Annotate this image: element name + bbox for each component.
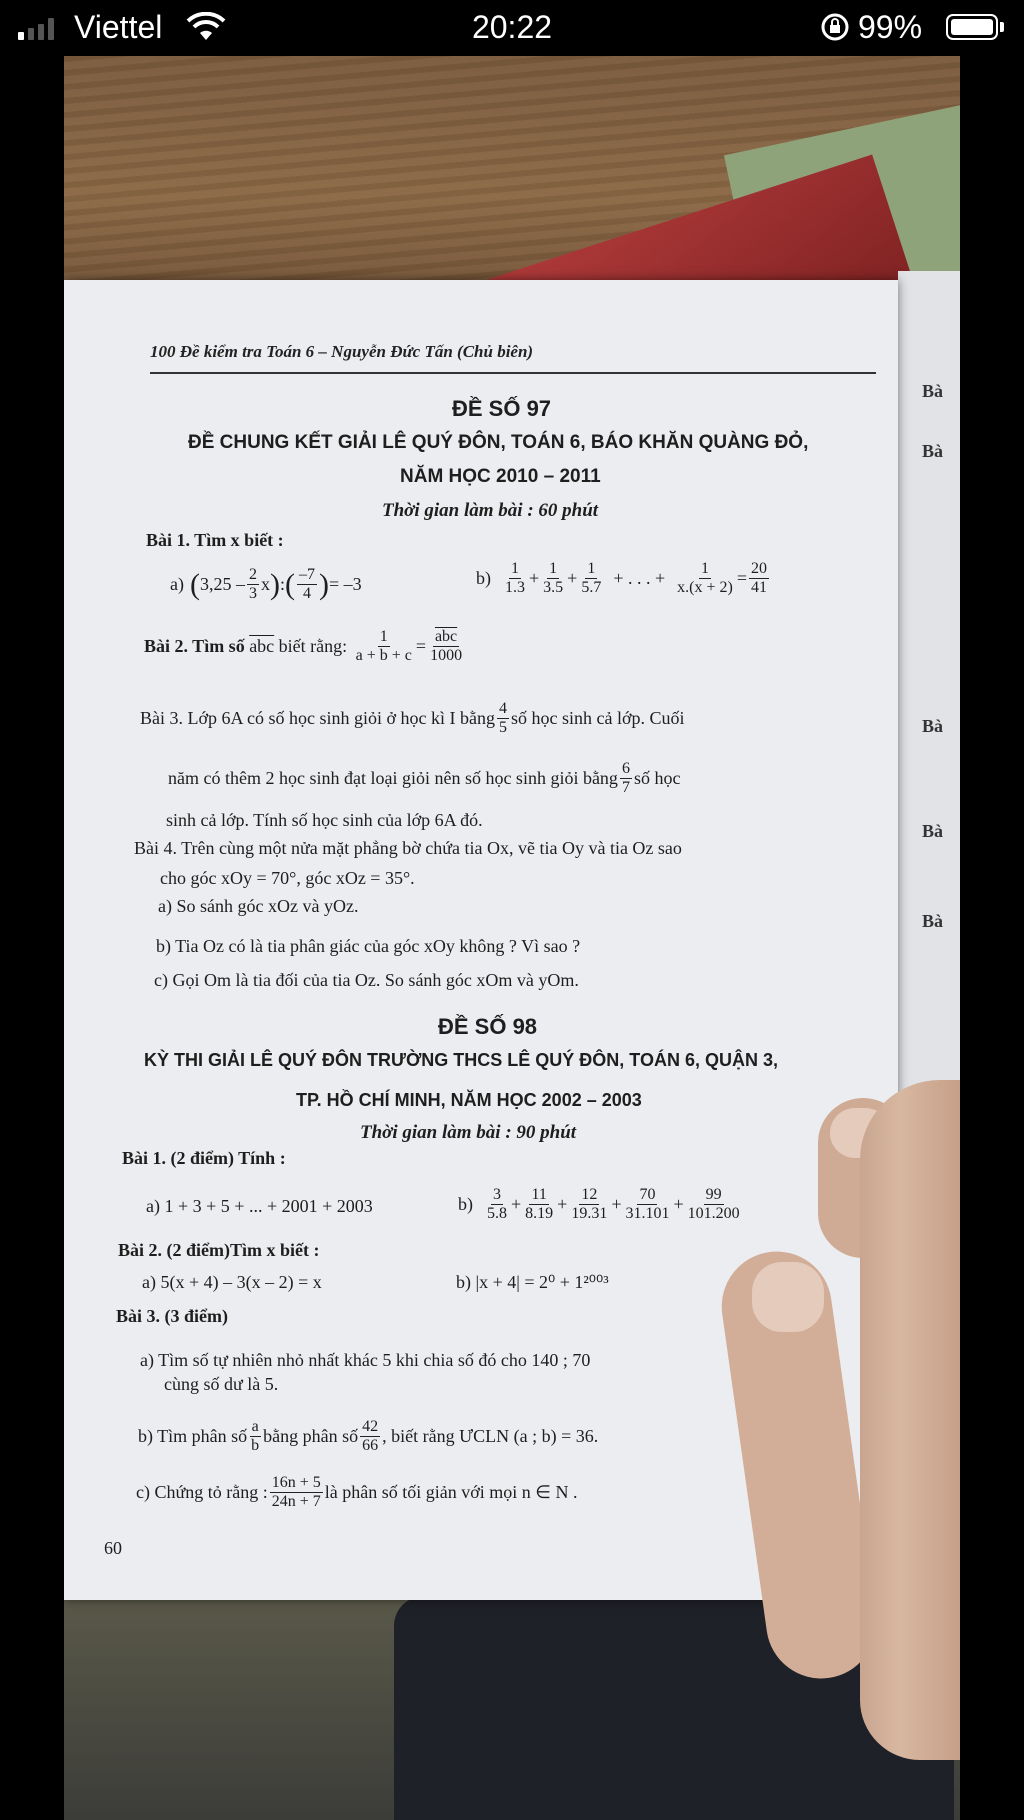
- de97-bai3-line3: sinh cả lớp. Tính số học sinh của lớp 6A đó.: [166, 810, 483, 830]
- battery-nub: [1000, 22, 1004, 32]
- fraction: [541, 560, 565, 597]
- de98-bai2: Bài 2. (2 điểm)Tìm x biết :: [118, 1240, 320, 1260]
- status-bar: [0, 0, 1024, 56]
- denominator: 101.200: [687, 1205, 740, 1222]
- text: Bài 3. Lớp 6A có số học sinh giỏi ở học kì I bằng: [140, 708, 495, 728]
- fraction: [675, 560, 735, 597]
- fraction: [360, 1418, 380, 1455]
- denominator: a + b + c: [355, 647, 412, 664]
- label: a): [170, 574, 184, 594]
- numerator: 12: [581, 1186, 598, 1203]
- fraction: [749, 560, 769, 597]
- denominator: 3: [248, 585, 257, 602]
- page-header: 100 Đề kiểm tra Toán 6 – Nguyễn Đức Tấn (Chủ biên): [150, 332, 876, 374]
- de98-bai3a-2: cùng số dư là 5.: [164, 1374, 279, 1394]
- numerator: 6: [621, 760, 630, 777]
- numerator: 99: [705, 1186, 722, 1203]
- fraction: [249, 1418, 261, 1455]
- denominator: b: [251, 1437, 260, 1454]
- hand: [860, 1080, 960, 1760]
- fraction: [569, 1186, 609, 1223]
- fingernail: [752, 1262, 824, 1332]
- next-page-edge: [898, 271, 960, 1151]
- de97-bai3-line2: [168, 760, 680, 797]
- denominator: 5.7: [581, 579, 602, 596]
- denominator: 1.3: [505, 579, 525, 596]
- side-tag: Bà: [922, 381, 944, 401]
- de98-bai1b: b) $\frac{3}{5.8}$ + $\frac{11}{8.19}$ + $\frac{12}{19.31}$ + $\frac{70}{31.101}$ + $\frac{99}{101.200}$: [458, 1186, 740, 1222]
- fraction: [620, 760, 632, 797]
- de98-bai3a-1: a) Tìm số tự nhiên nhỏ nhất khác 5 khi chia số đó cho 140 ; 70: [140, 1350, 591, 1370]
- numerator: 1: [587, 560, 596, 577]
- side-tag: Bà: [922, 821, 944, 841]
- de98-bai3: Bài 3. (3 điểm): [116, 1306, 228, 1326]
- de98-bai1a: a) 1 + 3 + 5 + ... + 2001 + 2003: [146, 1196, 373, 1216]
- de97-bai4-a: a) So sánh góc xOz và yOz.: [158, 896, 359, 916]
- de98-bai3c: [136, 1474, 577, 1511]
- denominator: 19.31: [571, 1205, 608, 1222]
- numerator: 20: [750, 560, 767, 577]
- fraction: [503, 560, 527, 597]
- de97-title: ĐỀ SỐ 97: [452, 396, 552, 421]
- de98-bai2a: a) 5(x + 4) – 3(x – 2) = x: [142, 1272, 322, 1292]
- text: = –3: [329, 574, 362, 594]
- de97-bai4-line1: Bài 4. Trên cùng một nửa mặt phẳng bờ chứa tia Ox, vẽ tia Oy và tia Oz sao: [134, 838, 682, 858]
- text: số học: [633, 768, 681, 788]
- de97-bai4-line2: cho góc xOy = 70°, góc xOz = 35°.: [160, 868, 415, 888]
- fraction: [354, 628, 414, 665]
- text: số học sinh cả lớp. Cuối: [511, 708, 685, 728]
- denominator: 5.8: [487, 1205, 507, 1222]
- de97-bai1a: [170, 566, 362, 603]
- clock: 20:22: [471, 9, 553, 45]
- dots: + . . . +: [613, 568, 666, 588]
- denominator: 4: [303, 585, 311, 602]
- fraction: [428, 628, 464, 665]
- fraction: [523, 1186, 555, 1223]
- denominator: 41: [750, 579, 767, 596]
- paren: (: [285, 567, 295, 601]
- fraction: [497, 700, 509, 737]
- numerator: $\overline{abc}$: [434, 628, 458, 645]
- side-tag: Bà: [922, 441, 944, 461]
- de97-bai1: [146, 530, 284, 551]
- text: :: [279, 574, 285, 594]
- de97-subtitle-1: ĐỀ CHUNG KẾT GIẢI LÊ QUÝ ĐÔN, TOÁN 6, BÁO KHĂN QUÀNG ĐỎ,: [188, 432, 809, 453]
- de97-bai2: Bài 2. Tìm số $\overline{abc}$ biết rằng: $\frac{1}{a + b + c}$ = $\frac{\overline{abc}}{1000}$: [144, 628, 463, 664]
- paren: ): [269, 567, 280, 601]
- de98-subtitle-2: TP. HỒ CHÍ MINH, NĂM HỌC 2002 – 2003: [296, 1090, 642, 1110]
- numerator: 2: [248, 566, 257, 583]
- fraction: [485, 1186, 509, 1223]
- numerator: 42: [362, 1418, 379, 1435]
- denominator: 31.101: [625, 1205, 670, 1222]
- label: b): [476, 568, 491, 588]
- fraction: [686, 1186, 742, 1223]
- text: b) Tìm phân số: [138, 1426, 248, 1446]
- numerator: 3: [493, 1186, 501, 1203]
- battery-icon: [946, 14, 998, 40]
- text: , biết rằng ƯCLN (a ; b) = 36.: [382, 1426, 599, 1446]
- de97-subtitle-2: NĂM HỌC 2010 – 2011: [400, 466, 601, 487]
- fraction: [297, 566, 317, 603]
- numerator: –7: [299, 566, 315, 583]
- fraction: [270, 1474, 323, 1511]
- paren: (: [189, 567, 200, 601]
- paren: ): [319, 567, 329, 601]
- numerator: a: [251, 1418, 259, 1435]
- fraction: [579, 560, 603, 597]
- de98-bai1: Bài 1. (2 điểm) Tính :: [122, 1148, 286, 1168]
- text: năm có thêm 2 học sinh đạt loại giỏi nên số học sinh giỏi bằng: [168, 768, 618, 788]
- denominator: 66: [362, 1437, 379, 1454]
- de97-bai1-text: Bài 1. Tìm x biết :: [146, 530, 284, 550]
- side-tag: Bà: [922, 716, 944, 736]
- carrier-label: Viettel: [74, 9, 163, 45]
- text: là phân số tối giản với mọi n ∈ N .: [324, 1482, 578, 1502]
- de98-time: Thời gian làm bài : 90 phút: [360, 1122, 577, 1143]
- orientation-lock-icon: [820, 12, 850, 50]
- denominator: 7: [621, 779, 630, 796]
- denominator: 5: [499, 719, 507, 736]
- numerator: 1: [700, 560, 709, 577]
- battery-percent: 99%: [858, 9, 923, 45]
- de98-bai3b: [138, 1418, 598, 1455]
- de97-bai4-c: c) Gọi Om là tia đối của tia Oz. So sánh góc xOm và yOm.: [154, 970, 579, 990]
- de97-bai4-b: b) Tia Oz có là tia phân giác của góc xOy không ? Vì sao ?: [156, 936, 581, 956]
- text: x: [260, 574, 270, 594]
- numerator: 1: [379, 628, 388, 645]
- numerator: 4: [499, 700, 507, 717]
- de98-bai2b: b) |x + 4| = 2⁰ + 1²⁰⁰³: [456, 1272, 609, 1292]
- page-number: 60: [104, 1538, 122, 1558]
- fraction: [623, 1186, 671, 1223]
- de97-bai1b: b) $\frac{1}{1.3}$ + $\frac{1}{3.5}$ + $\frac{1}{5.7}$ + . . . + $\frac{1}{x.(x + 2)}$ = $\frac{20}{41}$: [476, 560, 767, 596]
- numerator: 16n + 5: [271, 1474, 321, 1491]
- denominator: x.(x + 2): [677, 579, 733, 596]
- denominator: 1000: [430, 647, 463, 664]
- text: Bài 2. Tìm số: [144, 636, 245, 656]
- denominator: 24n + 7: [271, 1493, 321, 1510]
- abc: $\overline{abc}$: [249, 636, 275, 656]
- de98-title: ĐỀ SỐ 98: [438, 1014, 538, 1039]
- de97-time: Thời gian làm bài : 60 phút: [382, 500, 599, 521]
- denominator: 8.19: [525, 1205, 554, 1222]
- numerator: 1: [549, 560, 558, 577]
- text: biết rằng:: [278, 636, 348, 656]
- label: b): [458, 1194, 473, 1214]
- text: c) Chứng tỏ rằng :: [136, 1482, 268, 1502]
- text: 3,25 –: [199, 574, 245, 594]
- de97-bai3-line1: [140, 700, 685, 737]
- fraction: [247, 566, 259, 603]
- de98-subtitle-1: KỲ THI GIẢI LÊ QUÝ ĐÔN TRƯỜNG THCS LÊ QUÝ ĐÔN, TOÁN 6, QUẬN 3,: [144, 1050, 778, 1070]
- numerator: 1: [511, 560, 519, 577]
- side-tag: Bà: [922, 911, 944, 931]
- numerator: 11: [531, 1186, 547, 1203]
- text: bằng phân số: [263, 1426, 359, 1446]
- denominator: 3.5: [543, 579, 564, 596]
- numerator: 70: [639, 1186, 656, 1203]
